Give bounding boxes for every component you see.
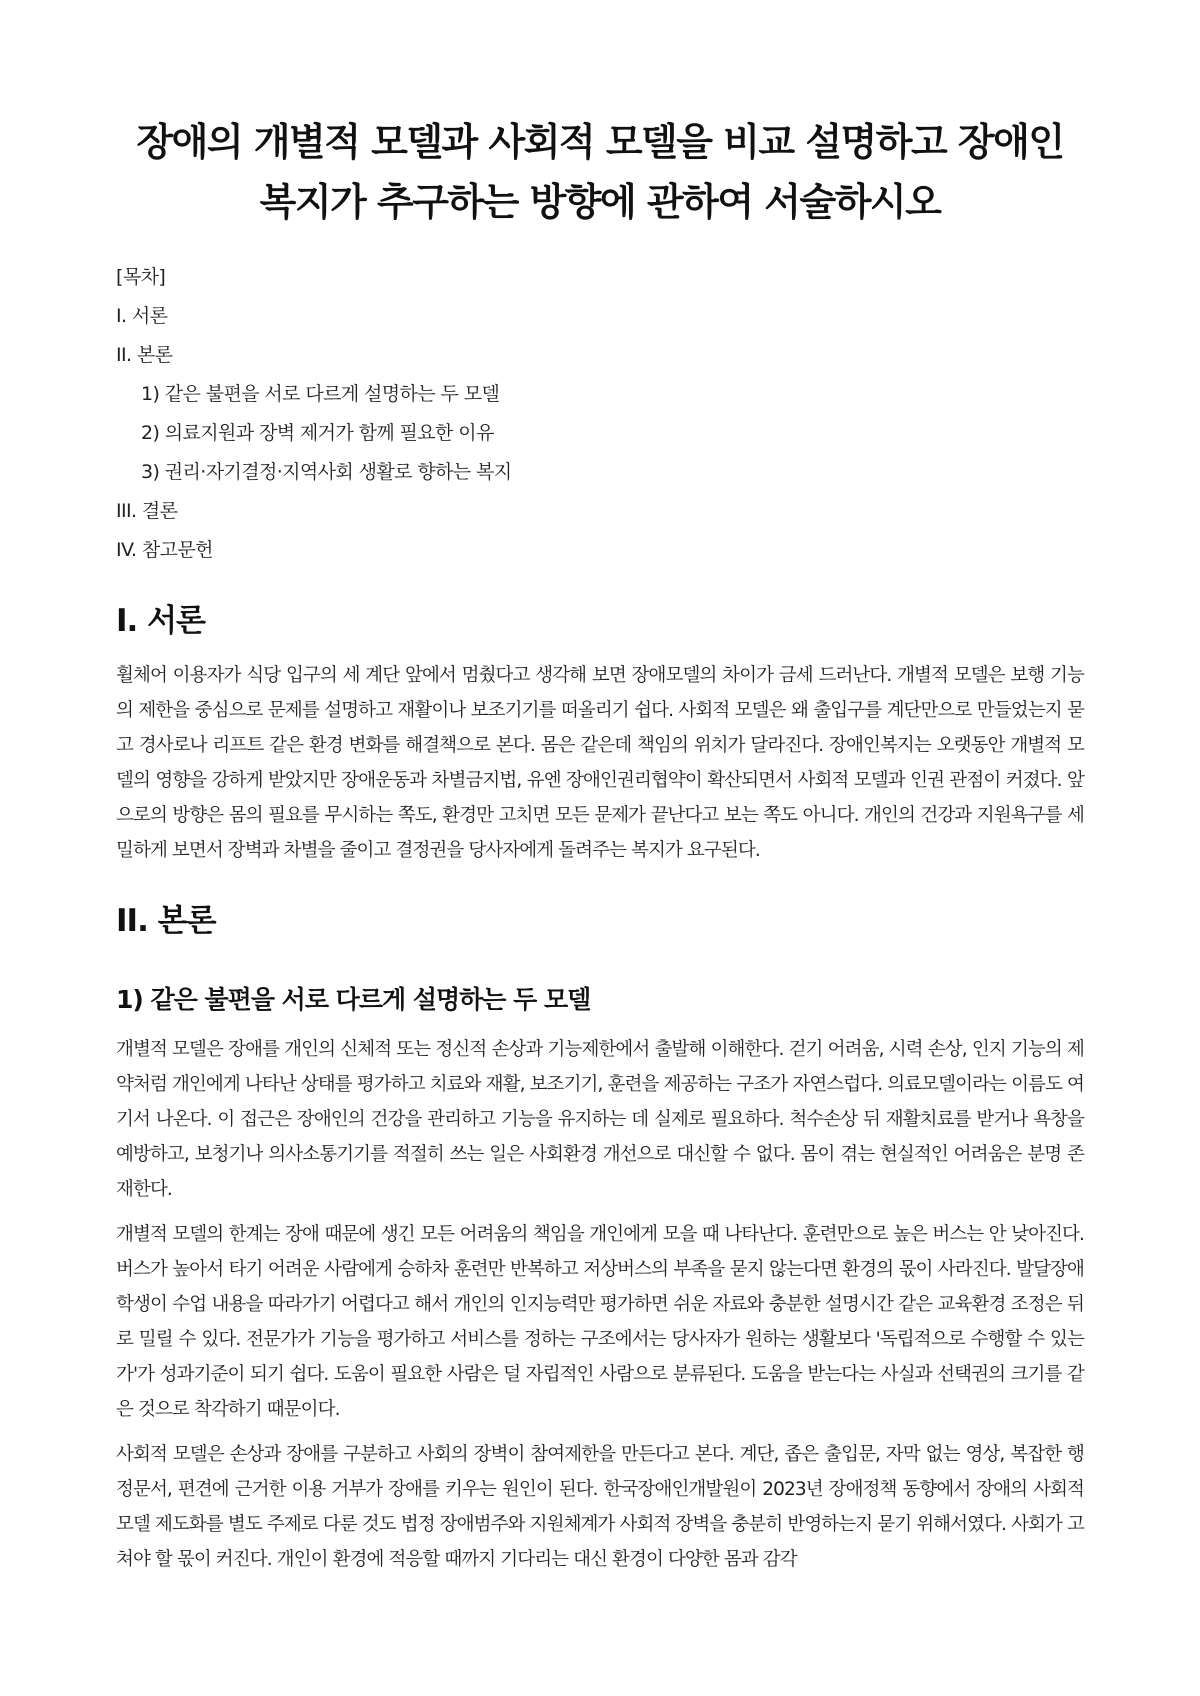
subsection-1-paragraph: 개별적 모델은 장애를 개인의 신체적 또는 정신적 손상과 기능제한에서 출발해 이해한다. 걷기 어려움, 시력 손상, 인지 기능의 제약처럼 개인에게 나타난 상태를 평가하고 치료와 재활, 보조기기, 훈련을 제공하는 구조가 자연스럽다. 의료모델이라는 이름도 여기서 나온다. 이 접근은 장애인의 건강을 관리하고 기능을 유지하는 데 실제로 필요하다. 척수손상 뒤 재활치료를 받거나 욕창을 예방하고, 보청기나 의사소통기기를 적절히 쓰는 일은 사회환경 개선으로 대신할 수 없다. 몸이 겪는 현실적인 어려움은 분명 존재한다. — [116, 1039, 1084, 1200]
subsection-1-paragraph: 사회적 모델은 손상과 장애를 구분하고 사회의 장벽이 참여제한을 만든다고 본다. 계단, 좁은 출입문, 자막 없는 영상, 복잡한 행정문서, 편견에 근거한 이용 거부가 장애를 키우는 원인이 된다. 한국장애인개발원이 2023년 장애정책 동향에서 장애의 사회적 모델 제도화를 별도 주제로 다룬 것도 법정 장애범주와 지원체계가 사회적 장벽을 충분히 반영하는지 묻기 위해서였다. 사회가 고쳐야 할 몫이 커진다. 개인이 환경에 적응할 때까지 기다리는 대신 환경이 다양한 몸과 감각 — [116, 1444, 1084, 1570]
toc-heading: [목차] — [116, 266, 166, 288]
table-of-contents — [116, 258, 1084, 570]
toc-item-references: IV. 참고문헌 — [116, 539, 213, 561]
toc-item-intro: I. 서론 — [116, 305, 168, 327]
intro-heading: I. 서론 — [116, 603, 205, 639]
intro-section — [116, 598, 1084, 868]
toc-item-conclusion: III. 결론 — [116, 500, 178, 522]
toc-item-body: II. 본론 — [116, 344, 173, 366]
subsection-1-paragraph: 개별적 모델의 한계는 장애 때문에 생긴 모든 어려움의 책임을 개인에게 모을 때 나타난다. 훈련만으로 높은 버스는 안 낮아진다. 버스가 높아서 타기 어려운 사람에게 승하차 훈련만 반복하고 저상버스의 부족을 묻지 않는다면 환경의 몫이 사라진다. 발달장애학생이 수업 내용을 따라가기 어렵다고 해서 개인의 인지능력만 평가하면 쉬운 자료와 충분한 설명시간 같은 교육환경 조정은 뒤로 밀릴 수 있다. 전문가가 기능을 평가하고 서비스를 정하는 구조에서는 당사자가 원하는 생활보다 '독립적으로 수행할 수 있는가'가 성과기준이 되기 쉽다. 도움이 필요한 사람은 덜 자립적인 사람으로 분류된다. 도움을 받는다는 사실과 선택권의 크기를 같은 것으로 착각하기 때문이다. — [116, 1224, 1084, 1420]
body-section — [116, 898, 1084, 1577]
intro-paragraph: 휠체어 이용자가 식당 입구의 세 계단 앞에서 멈췄다고 생각해 보면 장애모델의 차이가 금세 드러난다. 개별적 모델은 보행 기능의 제한을 중심으로 문제를 설명하고 재활이나 보조기기를 떠올리기 쉽다. 사회적 모델은 왜 출입구를 계단만으로 만들었는지 묻고 경사로나 리프트 같은 환경 변화를 해결책으로 본다. 몸은 같은데 책임의 위치가 달라진다. 장애인복지는 오랫동안 개별적 모델의 영향을 강하게 받았지만 장애운동과 차별금지법, 유엔 장애인권리협약이 확산되면서 사회적 모델과 인권 관점이 커졌다. 앞으로의 방향은 몸의 필요를 무시하는 쪽도, 환경만 고치면 모든 문제가 끝난다고 보는 쪽도 아니다. 개인의 건강과 지원욕구를 세밀하게 보면서 장벽과 차별을 줄이고 결정권을 당사자에게 돌려주는 복지가 요구된다. — [116, 665, 1084, 861]
document-title: 장애의 개별적 모델과 사회적 모델을 비교 설명하고 장애인 복지가 추구하는 방향에 관하여 서술하시오 — [136, 120, 1064, 224]
toc-item-body-3: 3) 권리·자기결정·지역사회 생활로 향하는 복지 — [141, 461, 512, 483]
toc-item-body-2: 2) 의료지원과 장벽 제거가 함께 필요한 이유 — [141, 422, 494, 444]
toc-item-body-1: 1) 같은 불편을 서로 다르게 설명하는 두 모델 — [141, 383, 500, 405]
body-heading: II. 본론 — [116, 903, 216, 939]
subsection-1-heading: 1) 같은 불편을 서로 다르게 설명하는 두 모델 — [116, 985, 591, 1014]
